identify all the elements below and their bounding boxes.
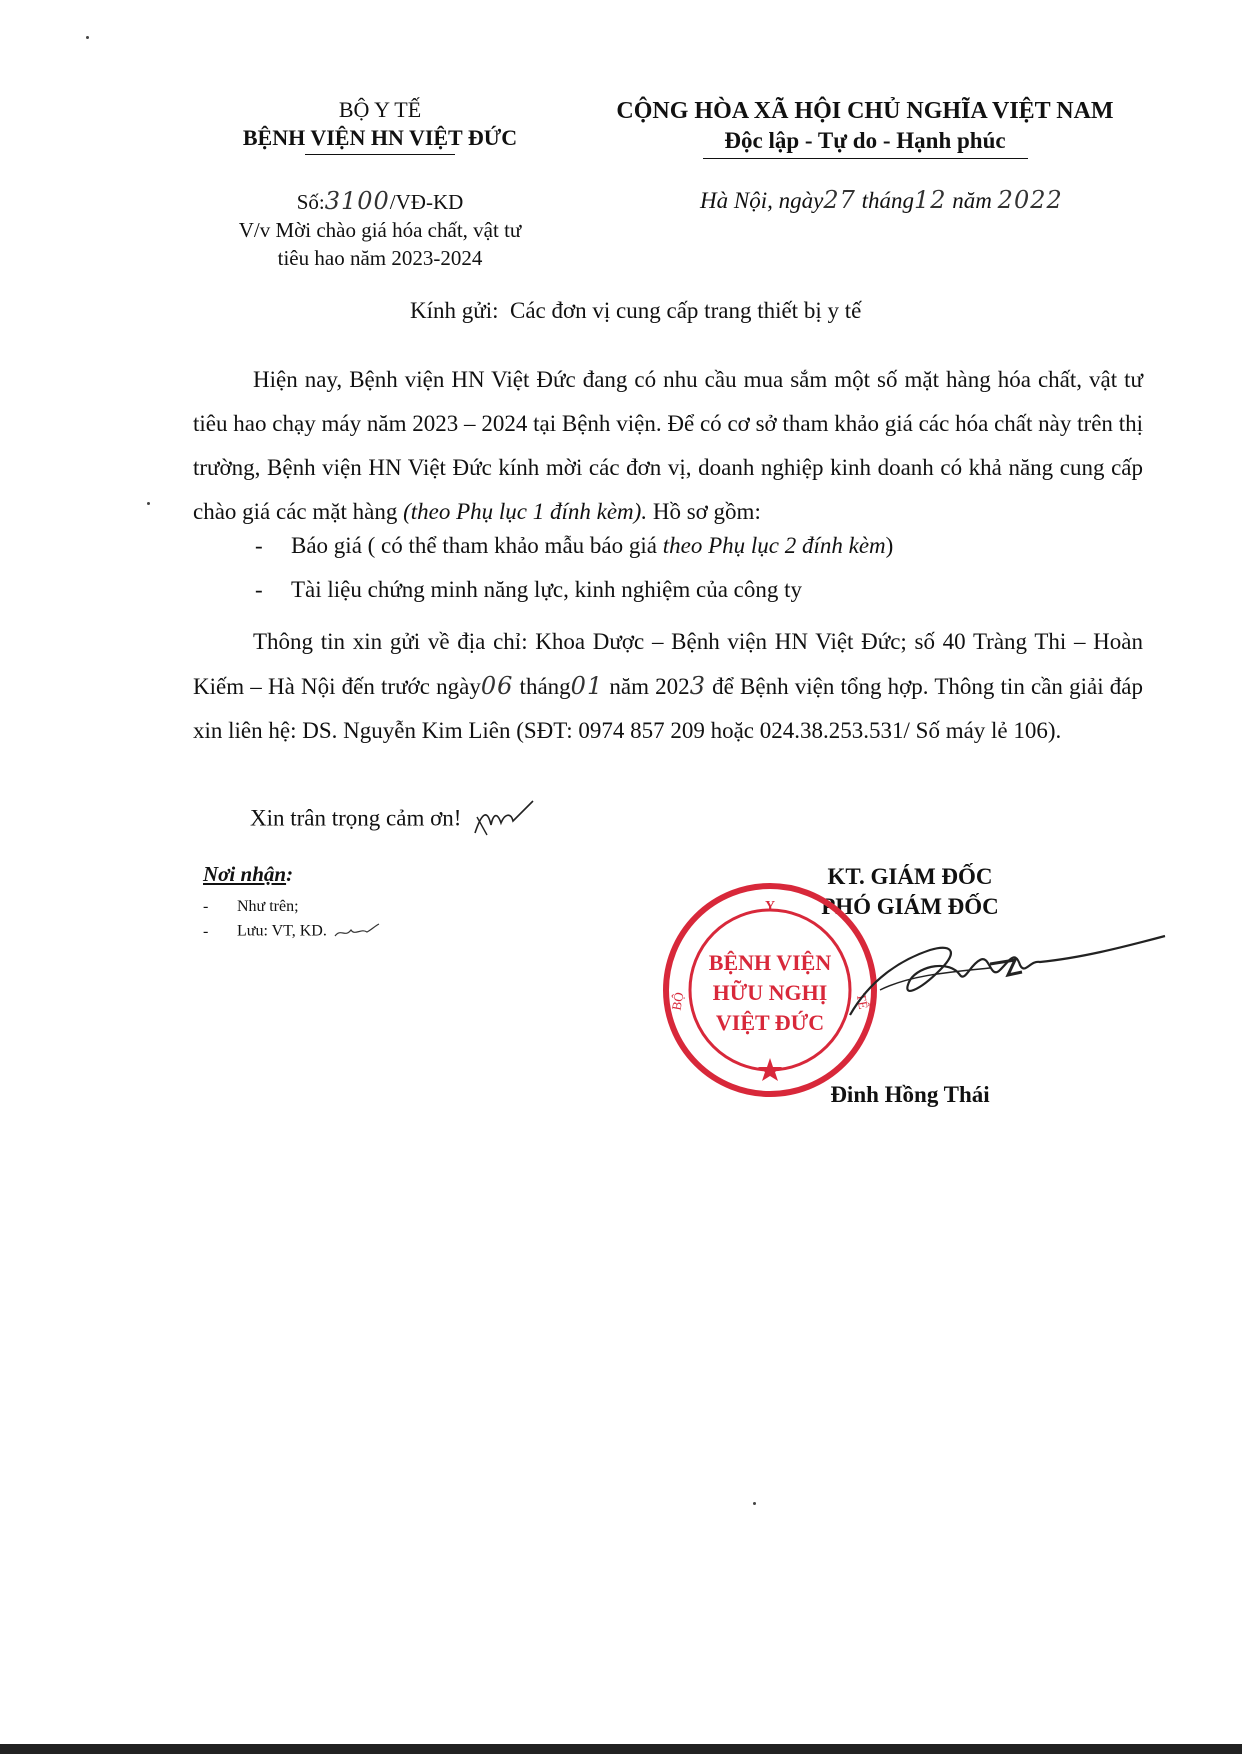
hospital-name: BỆNH VIỆN HN VIỆT ĐỨC bbox=[242, 125, 518, 150]
document-number-block bbox=[190, 187, 570, 272]
paragraph-contact: Thông tin xin gửi về địa chỉ: Khoa Dược – Bệnh viện HN Việt Đức; số 40 Tràng Thi – Hoàn Kiếm – Hà Nội đến trước ngày06 tháng01 năm 2023 để Bệnh viện tổng hợp. Thông tin cần giải đáp xin liên hệ: DS. Nguyễn Kim Liên (SĐT: 0974 857 209 hoặc 024.38.253.531/ Số máy lẻ 106). bbox=[193, 629, 1143, 743]
issue-date: Hà Nội, ngày27 tháng12 năm 2022 bbox=[700, 186, 1063, 214]
date-day-handwritten: 27 bbox=[823, 186, 856, 214]
national-header bbox=[590, 96, 1140, 159]
scan-speck bbox=[753, 1502, 756, 1505]
republic-name: CỘNG HÒA XÃ HỘI CHỦ NGHĨA VIỆT NAM bbox=[616, 98, 1114, 124]
scan-border bbox=[0, 1744, 1242, 1754]
recipient-label: Kính gửi: bbox=[410, 298, 499, 323]
closing-thanks: Xin trân trọng cảm ơn! bbox=[250, 795, 537, 845]
distribution-title: Nơi nhận: bbox=[203, 862, 294, 886]
recipient-line bbox=[410, 298, 861, 324]
svg-text:HỮU NGHỊ: HỮU NGHỊ bbox=[712, 980, 828, 1005]
doc-number-handwritten: 3100 bbox=[324, 187, 390, 215]
date-month-handwritten: 12 bbox=[914, 186, 947, 214]
deadline-month-handwritten: 01 bbox=[570, 672, 604, 700]
svg-text:TẾ: TẾ bbox=[853, 992, 872, 1011]
list-item: - Báo giá ( có thể tham khảo mẫu báo giá theo Phụ lục 2 đính kèm) bbox=[255, 533, 894, 558]
subject-line-2: tiêu hao năm 2023-2024 bbox=[277, 246, 483, 270]
scan-speck bbox=[86, 36, 89, 39]
svg-text:VIỆT ĐỨC: VIỆT ĐỨC bbox=[715, 1010, 825, 1035]
paragraph-intro: Hiện nay, Bệnh viện HN Việt Đức đang có nhu cầu mua sắm một số mặt hàng hóa chất, vật tư tiêu hao chạy máy năm 2023 – 2024 tại Bệnh viện. Để có cơ sở tham khảo giá các hóa chất này trên thị trường, Bệnh viện HN Việt Đức kính mời các đơn vị, doanh nghiệp kinh doanh có khả năng cung cấp chào giá các mặt hàng (theo Phụ lục 1 đính kèm). Hồ sơ gồm: bbox=[193, 367, 1143, 524]
list-item: - Như trên; bbox=[203, 898, 299, 915]
deadline-day-handwritten: 06 bbox=[480, 672, 514, 700]
svg-text:BỆNH VIỆN: BỆNH VIỆN bbox=[708, 950, 832, 975]
svg-text:Y: Y bbox=[764, 899, 776, 914]
document-number: Số:3100/VĐ-KD bbox=[296, 187, 464, 215]
svg-text:BỘ: BỘ bbox=[668, 991, 687, 1012]
scan-speck bbox=[147, 502, 150, 505]
handwritten-signature bbox=[840, 920, 1170, 1030]
subject-line-1: V/v Mời chào giá hóa chất, vật tư bbox=[238, 218, 522, 242]
motto-underline bbox=[703, 158, 1028, 159]
appendix-1-reference: (theo Phụ lục 1 đính kèm). bbox=[403, 499, 648, 524]
initials-scribble-small bbox=[331, 922, 381, 942]
signer-name: Đinh Hồng Thái bbox=[830, 1082, 990, 1107]
deadline-year-handwritten: 3 bbox=[689, 672, 706, 700]
ministry-name: BỘ Y TẾ bbox=[338, 97, 422, 122]
list-item: - Tài liệu chứng minh năng lực, kinh nghiệm của công ty bbox=[255, 577, 803, 602]
signature-title: KT. GIÁM ĐỐC PHÓ GIÁM ĐỐC bbox=[821, 864, 999, 919]
date-year-handwritten: 2022 bbox=[997, 186, 1063, 214]
issuer-header bbox=[190, 96, 570, 155]
recipient-name: Các đơn vị cung cấp trang thiết bị y tế bbox=[510, 298, 862, 323]
list-item: - Lưu: VT, KD. bbox=[203, 922, 381, 942]
hospital-underline bbox=[305, 154, 455, 155]
national-motto: Độc lập - Tự do - Hạnh phúc bbox=[724, 128, 1006, 153]
initials-scribble bbox=[467, 795, 537, 845]
